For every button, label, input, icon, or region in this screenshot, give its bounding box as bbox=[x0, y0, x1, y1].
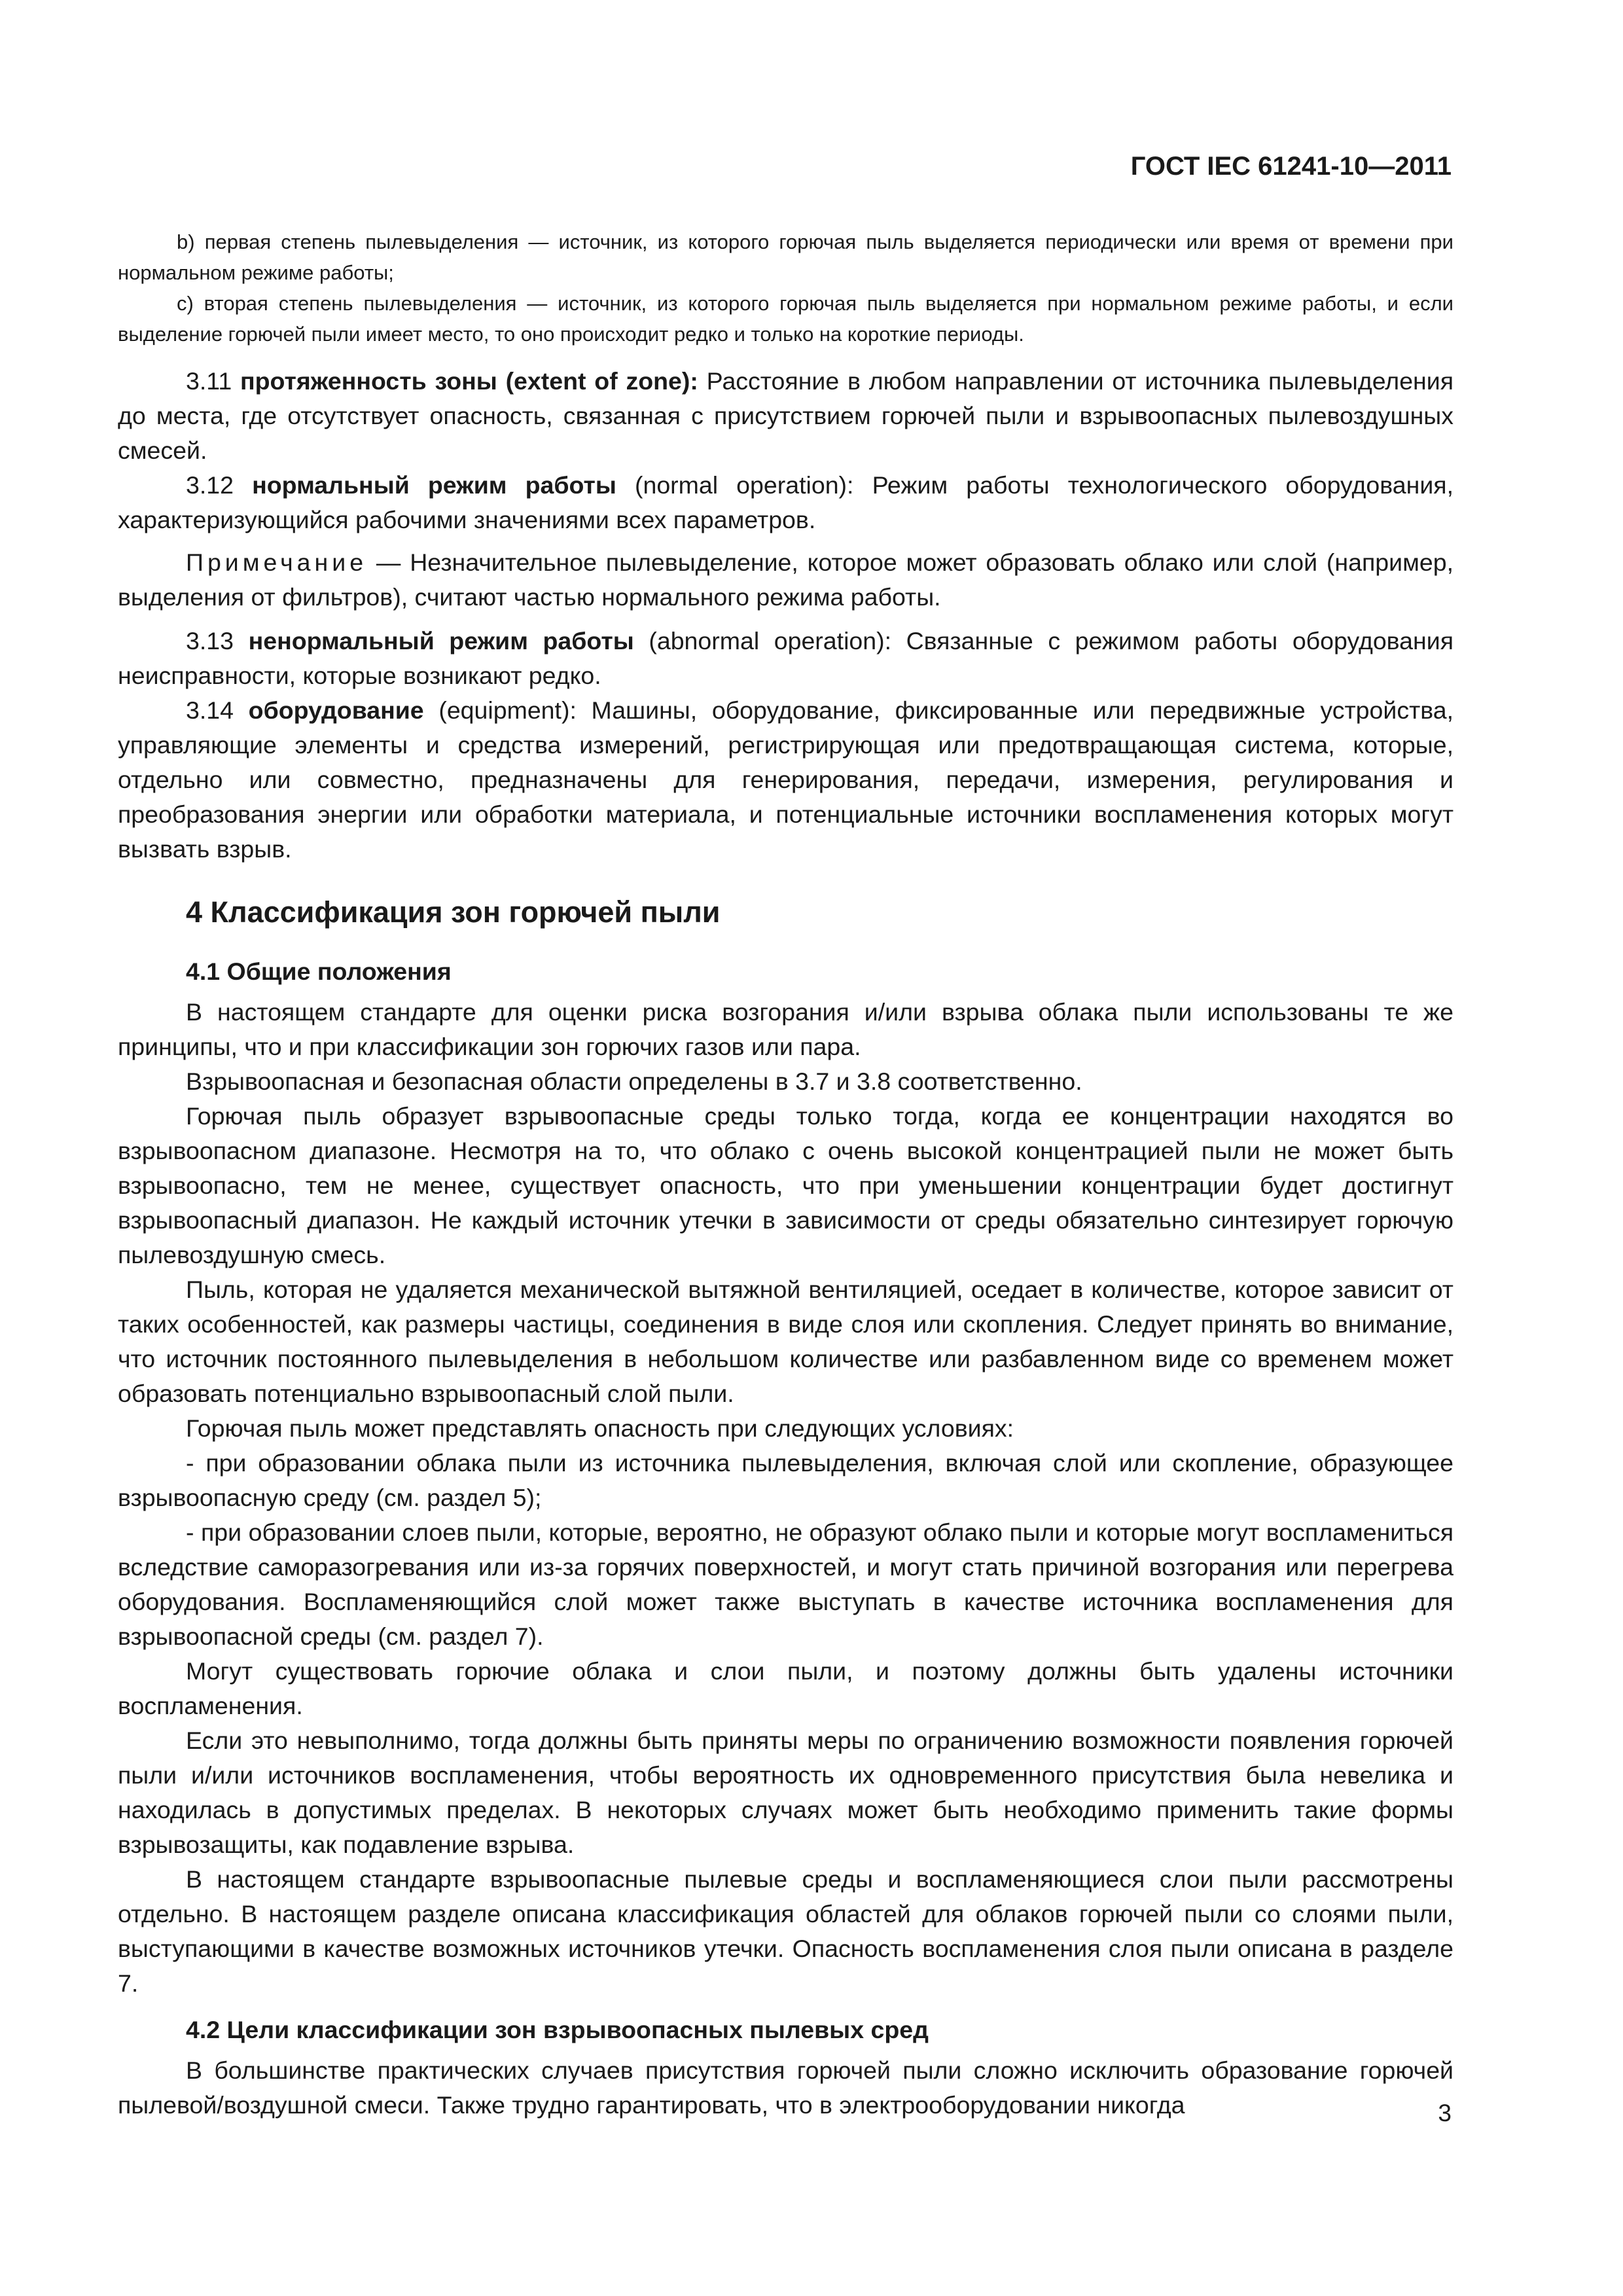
definition-3-12: 3.12 нормальный режим работы (normal operation): Режим работы технологического оборудования, характеризующийся рабочими значениями всех параметров. bbox=[118, 471, 1454, 533]
list-item: b) первая степень пылевыделения — источник, из которого горючая пыль выделяется периодически или время от времени при нормальном режиме работы; bbox=[118, 230, 1454, 284]
section-4-title: 4 Классификация зон горючей пыли bbox=[186, 895, 721, 929]
definitions-block bbox=[118, 364, 1454, 2123]
paragraph: Горючая пыль образует взрывоопасные среды только тогда, когда ее концентрации находятся во взрывоопасном диапазоне. Несмотря на то, что облако с очень высокой концентрацией пыли не может быть взрывоопасно, тем не менее, существует опасность, что при уменьшении концентрации будет достигнут взрывоопасный диапазон. Не каждый источник утечки в зависимости от среды обязательно синтезирует горючую пылевоздушную смесь. bbox=[118, 1102, 1454, 1268]
paragraph: - при образовании слоев пыли, которые, вероятно, не образуют облако пыли и которые могут воспламениться вследствие саморазогревания или из-за горячих поверхностей, и могут стать причиной возгорания или перегрева оборудования. Воспламеняющийся слой может также выступать в качестве источника воспламенения для взрывоопасной среды (см. раздел 7). bbox=[118, 1518, 1454, 1650]
document-header: ГОСТ IEC 61241-10—2011 bbox=[1130, 152, 1452, 181]
paragraph: В настоящем стандарте взрывоопасные пылевые среды и воспламеняющиеся слои пыли рассмотрены отдельно. В настоящем разделе описана классификация областей для облаков горючей пыли со слоями пыли, выступающими в качестве возможных источников утечки. Опасность воспламенения слоя пыли описана в разделе 7. bbox=[118, 1865, 1454, 1997]
paragraph: Горючая пыль может представлять опасность при следующих условиях: bbox=[186, 1414, 1014, 1442]
definition-3-11: 3.11 протяженность зоны (extent of zone): Расстояние в любом направлении от источника пылевыделения до места, где отсутствует опасность, связанная с присутствием горючей пыли и взрывоопасных пылевоздушных смесей. bbox=[118, 367, 1454, 464]
paragraph: Пыль, которая не удаляется механической вытяжной вентиляцией, оседает в количестве, которое зависит от таких особенностей, как размеры частицы, соединения в виде слоя или скопления. Следует принять во внимание, что источник постоянного пылевыделения в небольшом количестве или разбавленном виде со временем может образовать потенциально взрывоопасный слой пыли. bbox=[118, 1276, 1454, 1407]
note: Примечание — Незначительное пылевыделение, которое может образовать облако или слой (например, выделения от фильтров), считают частью нормального режима работы. bbox=[118, 548, 1454, 611]
list-item: с) вторая степень пылевыделения — источник, из которого горючая пыль выделяется при нормальном режиме работы, и если выделение горючей пыли имеет место, то оно происходит редко и только на короткие периоды. bbox=[118, 292, 1454, 346]
paragraph: Могут существовать горючие облака и слои пыли, и поэтому должны быть удалены источники воспламенения. bbox=[118, 1657, 1454, 1719]
intro-list bbox=[118, 226, 1454, 350]
definition-3-14: 3.14 оборудование (equipment): Машины, оборудование, фиксированные или передвижные устройства, управляющие элементы и средства измерений, регистрирующая или предотвращающая система, которые, отдельно или совместно, предназначены для генерирования, передачи, измерения, регулирования и преобразования энергии или обработки материала, и потенциальные источники воспламенения которых могут вызвать взрыв. bbox=[118, 696, 1454, 863]
paragraph: В большинстве практических случаев присутствия горючей пыли сложно исключить образование горючей пылевой/воздушной смеси. Также трудно гарантировать, что в электрооборудовании никогда bbox=[118, 2056, 1454, 2119]
section-4-1-title: 4.1 Общие положения bbox=[186, 958, 452, 985]
page-number: 3 bbox=[1438, 2100, 1452, 2126]
paragraph: В настоящем стандарте для оценки риска возгорания и/или взрыва облака пыли использованы те же принципы, что и при классификации зон горючих газов или пара. bbox=[118, 998, 1454, 1060]
paragraph: Взрывоопасная и безопасная области определены в 3.7 и 3.8 соответственно. bbox=[186, 1067, 1082, 1095]
definition-3-13: 3.13 ненормальный режим работы (abnormal operation): Связанные с режимом работы оборудования неисправности, которые возникают редко. bbox=[118, 627, 1454, 689]
paragraph: - при образовании облака пыли из источника пылевыделения, включая слой или скопление, образующее взрывоопасную среду (см. раздел 5); bbox=[118, 1449, 1454, 1511]
paragraph: Если это невыполнимо, тогда должны быть приняты меры по ограничению возможности появления горючей пыли и/или источников воспламенения, чтобы вероятность их одновременного присутствия была невелика и находилась в допустимых пределах. В некоторых случаях может быть необходимо применить такие формы взрывозащиты, как подавление взрыва. bbox=[118, 1727, 1454, 1858]
section-4-2-title: 4.2 Цели классификации зон взрывоопасных пылевых сред bbox=[186, 2016, 929, 2043]
